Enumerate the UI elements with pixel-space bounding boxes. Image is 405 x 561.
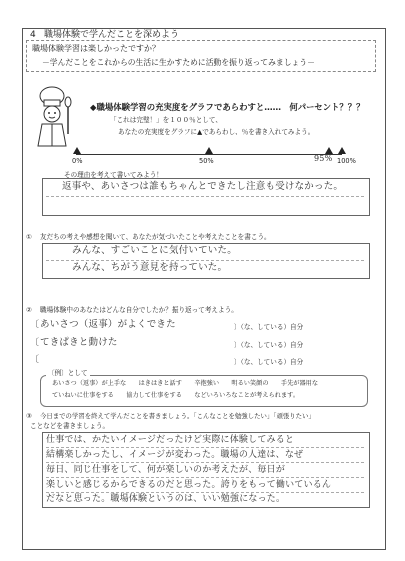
scale-label-50: 50% (199, 157, 214, 165)
q2-row-2-answer: てきぱきと動けた (40, 337, 118, 348)
scale-label-100: 100% (337, 157, 356, 165)
q2-example-line1: あいさつ（返事）が上手な はきはきと話す 辛抱強い 明るい笑顔の 手先が器用な (52, 380, 319, 387)
q2-row-1-open: 〔 (30, 320, 40, 330)
q2-prompt: 職場体験中のあなたはどんな自分でしたか？振り返って考えよう。 (40, 306, 238, 314)
graph-heading: ◆職場体験学習の充実度をグラフであらわすと…… 何パーセント？？？ (90, 102, 365, 112)
q2-number: ② (26, 306, 32, 314)
graph-note-2: あなたの充実度をグラフに▲であらわし、％を書き入れてみよう。 (118, 128, 315, 136)
q3-answer-line-2: 結構楽しかったし、イメージが変わった。職場の人達は、なぜ (46, 450, 304, 460)
header-subtitle: －学んだことをこれからの生活に生かすために活動を振り返ってみましょう－ (42, 58, 315, 67)
scale-end-marker (338, 147, 346, 154)
q3-prompt-2: ことなどを書きましょう。 (30, 422, 110, 430)
q3-line-1 (46, 447, 364, 448)
q3-answer-line-4: 楽しいと感じるからできるのだと思った。誇りをもって働いているん (46, 480, 332, 490)
q2-example-title: 〔例〕として (48, 369, 88, 377)
q3-number: ③ (26, 412, 32, 420)
chef-illustration (30, 84, 78, 154)
q2-row-1-suffix: 〕（な、している）自分 (234, 323, 304, 331)
graph-scale-line (76, 154, 342, 155)
q2-row-1-answer: あいさつ（返事）がよくできた (40, 319, 176, 330)
section-title: 職場体験で学んだことを深めよう (44, 30, 180, 40)
q1-answer-line1: みんな、すごいことに気付いていた。 (72, 245, 237, 256)
q3-line-3 (46, 477, 364, 478)
q3-line-2 (46, 462, 364, 463)
q2-row-3-open: 〔 (30, 355, 40, 365)
scale-label-0: 0% (72, 157, 83, 165)
q2-row-2-open: 〔 (30, 338, 40, 348)
answer-percent: 95% (314, 154, 333, 163)
q1-line (46, 260, 364, 261)
q1-prompt: 友だちの考えや感想を聞いて、あなたが気づいたことや考えたことを書こう。 (40, 233, 271, 241)
header-question: 職場体験学習は楽しかったですか？ (32, 44, 160, 53)
q1-number: ① (26, 233, 32, 241)
scale-start-marker (73, 147, 81, 154)
q3-answer-line-5: だなと思った。職場体験というのは、いい勉強になった。 (46, 494, 286, 504)
q3-answer-line-1: 仕事では、かたいイメージだったけど実際に体験してみると (46, 435, 295, 445)
q2-example-line2: ていねいに仕事をする 協力して仕事をする などいろいろなことが考えられます。 (52, 392, 300, 399)
scale-mid-marker (205, 147, 213, 154)
graph-note-1: 「これは完璧！」を１００％として、 (110, 116, 222, 124)
q1-answer-line2: みんな、ちがう意見を持っていた。 (72, 262, 228, 273)
reason-answer: 返事や、あいさつは誰もちゃんとできたし注意も受けなかった。 (62, 181, 344, 192)
q3-answer-line-3: 毎日、同じ仕事をして、何が楽しいのか考えたが、毎日が (46, 465, 286, 475)
q2-row-3-suffix: 〕（な、している）自分 (234, 358, 304, 366)
q2-row-2-suffix: 〕（な、している）自分 (234, 341, 304, 349)
reason-line (46, 196, 364, 197)
reason-prompt: その理由を考えて書いてみよう！ (64, 171, 163, 179)
section-number: 4 (30, 30, 36, 40)
q3-prompt-1: 今日までの学習を終えて学んだことを書きましょう。「こんなことを勉強したい」「頑張りたい」 (40, 412, 315, 420)
